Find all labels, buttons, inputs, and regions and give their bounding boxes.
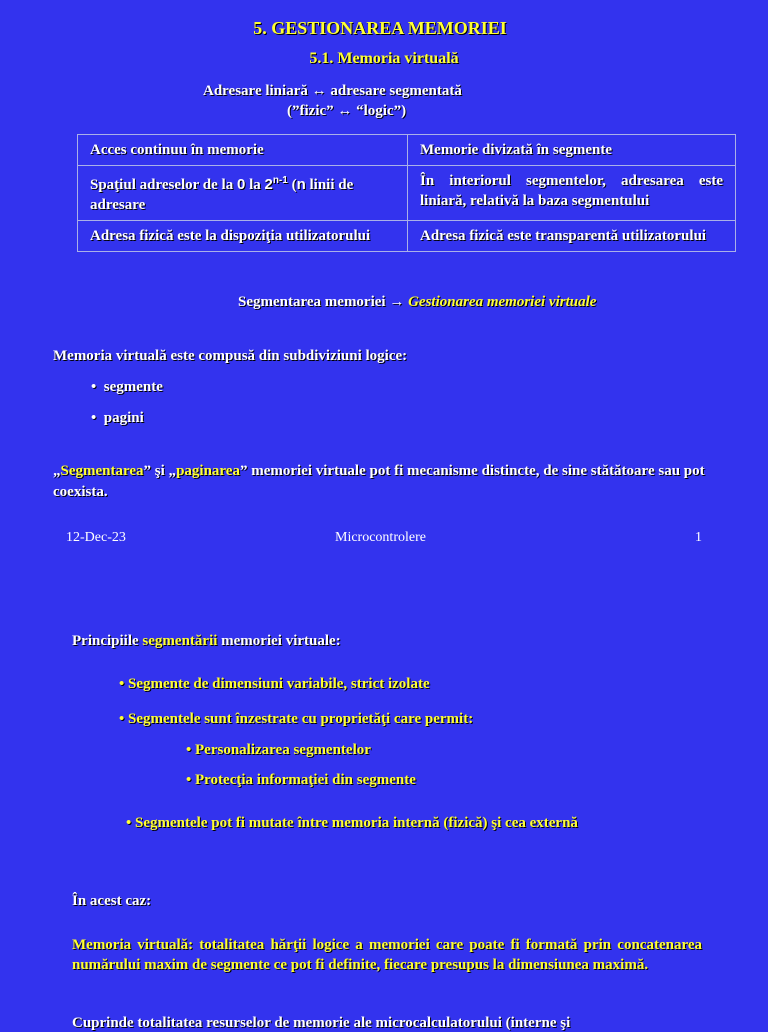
slide-subtitle: 5.1. Memoria virtuală [309,50,459,67]
footer-page-number: 1 [695,530,702,545]
principles-heading: Principiile segmentării memoriei virtuale: [72,633,341,649]
comparison-table [77,134,736,252]
virtual-memory-definition: Memoria virtuală: totalitatea hărţii logice a memoriei care poate fi formată prin concatenarea numărului maxim de segmente ce pot fi definite, fiecare presupus la dimensiunea maximă. [72,937,702,973]
segmentation-line: Segmentarea memoriei → Gestionarea memoriei virtuale [238,294,597,310]
table-cell: În interiorul segmentelor, adresarea este liniară, relativă la baza segmentului [408,166,736,221]
slide-title: 5. GESTIONAREA MEMORIEI [253,18,507,38]
table-cell: Adresa fizică este transparentă utilizatorului [408,221,736,252]
list-item: • Personalizarea segmentelor [186,742,371,758]
segmentation-link-text: Gestionarea memoriei virtuale [408,294,597,310]
table-cell: Adresa fizică este la dispoziţia utilizatorului [78,221,408,252]
table-row [78,221,736,252]
table-cell: Acces continuu în memorie [78,135,408,166]
resources-line: Cuprinde totalitatea resurselor de memorie ale microcalculatorului (interne şi [72,1015,571,1031]
list-item: • Segmente de dimensiuni variabile, strict izolate [119,676,430,692]
table-row [78,166,736,221]
list-item: • Segmentele sunt înzestrate cu proprietăţi care permit: [119,711,474,727]
list-item: • Segmentele pot fi mutate între memoria internă (fizică) şi cea externă [126,815,578,831]
footer-date: 12-Dec-23 [66,530,126,545]
table-cell: Spaţiul adreselor de la 0 la 2$^{n-1}$ (n linii de adresare [78,166,408,221]
addressing-line-1: Adresare liniară ↔ adresare segmentată [203,83,462,99]
table-cell: Memorie divizată în segmente [408,135,736,166]
addressing-line-2: (”fizic” ↔ “logic”) [287,103,407,119]
coexist-note: „Segmentarea” şi „paginarea” memoriei virtuale pot fi mecanisme distincte, de sine stătătoare sau pot coexista. [53,463,705,500]
footer-title: Microcontrolere [335,530,426,545]
list-item: • segmente [91,379,163,395]
composed-heading: Memoria virtuală este compusă din subdiviziuni logice: [53,348,408,364]
case-heading: În acest caz: [72,893,152,909]
list-item: • pagini [91,410,144,426]
list-item: • Protecţia informaţiei din segmente [186,772,416,788]
table-row [78,135,736,166]
